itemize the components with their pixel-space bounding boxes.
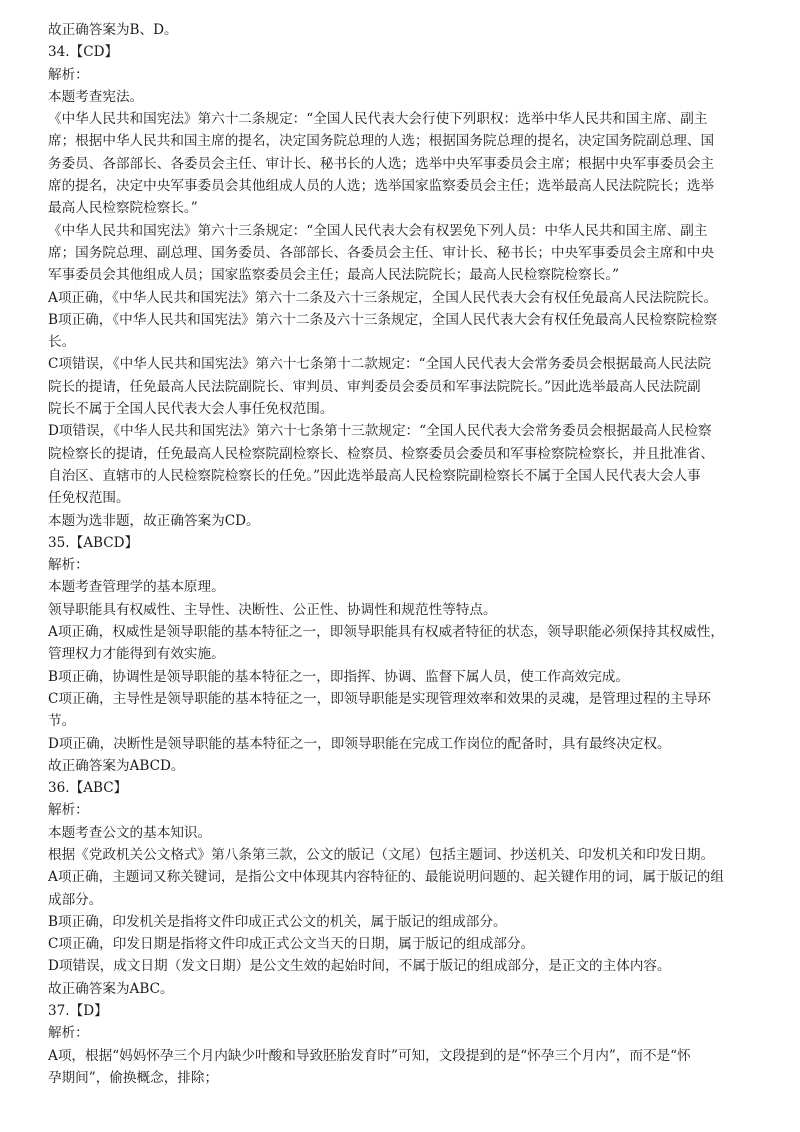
text-line: 最高人民检察院检察长。”	[48, 200, 198, 217]
text-line: 军事委员会其他组成人员；国家监察委员会主任；最高人民法院院长；最高人民检察院检察长。”	[48, 267, 620, 284]
text-line: A项正确，权威性是领导职能的基本特征之一，即领导职能具有权威者特征的状态，领导职能必须保持其权威性，	[48, 624, 724, 641]
text-line: 院检察长的提请，任免最高人民检察院副检察长、检察员、检察委员会委员和军事检察院检察长，并且批准省、	[48, 445, 715, 462]
text-line: 解析：	[48, 557, 89, 574]
text-line: 37.【D】	[48, 1003, 108, 1020]
text-line: B项正确，印发机关是指将文件印成正式公文的机关，属于版记的组成部分。	[48, 913, 507, 930]
text-line: 35.【ABCD】	[48, 534, 139, 551]
text-line: 任免权范围。	[48, 490, 130, 507]
text-line: 成部分。	[48, 891, 103, 908]
text-line: 故正确答案为ABC。	[48, 980, 174, 997]
text-line: 长。	[48, 334, 76, 351]
text-line: A项正确，主题词又称关键词，是指公文中体现其内容特征的、最能说明问题的、起关键作用的词，属于版记的组	[48, 869, 724, 886]
text-line: D项错误，成文日期（发文日期）是公文生效的起始时间，不属于版记的组成部分，是正文的主体内容。	[48, 958, 671, 975]
text-line: 故正确答案为B、D。	[48, 22, 178, 38]
text-line: C项正确，印发日期是指将文件印成正式公文当天的日期，属于版记的组成部分。	[48, 936, 535, 953]
text-line: 院长的提请，任免最高人民法院副院长、审判员、审判委员会委员和军事法院院长。”因此选举最高人民法院副	[48, 378, 701, 395]
text-line: 本题考查宪法。	[48, 88, 144, 105]
text-line: 本题考查管理学的基本原理。	[48, 579, 225, 596]
text-line: 务委员、各部部长、各委员会主任、审计长、秘书长的人选；选举中央军事委员会主席；根据中央军事委员会主	[48, 155, 715, 172]
text-line: 故正确答案为ABCD。	[48, 757, 185, 774]
text-line: 孕期间”，偷换概念，排除；	[48, 1069, 219, 1086]
text-line: 36.【ABC】	[48, 780, 128, 797]
text-line: 《中华人民共和国宪法》第六十二条规定：“全国人民代表大会行使下列职权：选举中华人民共和国主席、副主	[48, 111, 708, 128]
text-line: C项错误，《中华人民共和国宪法》第六十七条第十二款规定：“全国人民代表大会常务委员会根据最高人民法院	[48, 356, 712, 373]
text-line: 自治区、直辖市的人民检察院检察长的任免。”因此选举最高人民检察院副检察长不属于全国人民代表大会人事	[48, 467, 701, 484]
text-line: D项正确，决断性是领导职能的基本特征之一，即领导职能在完成工作岗位的配备时，具有最终决定权。	[48, 735, 671, 752]
text-line: 席的提名，决定中央军事委员会其他组成人员的人选；选举国家监察委员会主任；选举最高人民法院院长；选举	[48, 178, 715, 195]
text-line: 院长不属于全国人民代表大会人事任免权范围。	[48, 401, 334, 418]
text-line: 《中华人民共和国宪法》第六十三条规定：“全国人民代表大会有权罢免下列人员：中华人民共和国主席、副主	[48, 222, 708, 239]
text-line: 本题为选非题，故正确答案为CD。	[48, 512, 260, 529]
text-line: 本题考查公文的基本知识。	[48, 824, 212, 841]
text-line: 领导职能具有权威性、主导性、决断性、公正性、协调性和规范性等特点。	[48, 601, 497, 618]
text-line: C项正确，主导性是领导职能的基本特征之一，即领导职能是实现管理效率和效果的灵魂，是管理过程的主导环	[48, 690, 711, 707]
text-line: 解析：	[48, 1025, 89, 1042]
text-line: 34.【CD】	[48, 44, 119, 61]
text-line: 节。	[48, 713, 76, 730]
text-line: B项正确，《中华人民共和国宪法》第六十二条及六十三条规定，全国人民代表大会有权任免最高人民检察院检察	[48, 311, 718, 328]
text-line: D项错误，《中华人民共和国宪法》第六十七条第十三款规定：“全国人民代表大会常务委员会根据最高人民检察	[48, 423, 712, 440]
text-line: B项正确，协调性是领导职能的基本特征之一，即指挥、协调、监督下属人员，使工作高效完成。	[48, 668, 629, 685]
text-line: A项，根据“妈妈怀孕三个月内缺少叶酸和导致胚胎发育时”可知，文段提到的是“怀孕三个月内”，而不是“怀	[48, 1047, 691, 1064]
text-line: 根据《党政机关公文格式》第八条第三款，公文的版记（文尾）包括主题词、抄送机关、印发机关和印发日期。	[48, 846, 715, 863]
text-line: 解析：	[48, 66, 89, 83]
text-line: 解析：	[48, 802, 89, 819]
text-line: A项正确，《中华人民共和国宪法》第六十二条及六十三条规定，全国人民代表大会有权任免最高人民法院院长。	[48, 289, 718, 306]
text-line: 管理权力才能得到有效实施。	[48, 646, 225, 663]
text-line: 席；国务院总理、副总理、国务委员、各部部长、各委员会主任、审计长、秘书长；中央军事委员会主席和中央	[48, 244, 715, 261]
text-line: 席；根据中华人民共和国主席的提名，决定国务院总理的人选；根据国务院总理的提名，决定国务院副总理、国	[48, 133, 715, 150]
